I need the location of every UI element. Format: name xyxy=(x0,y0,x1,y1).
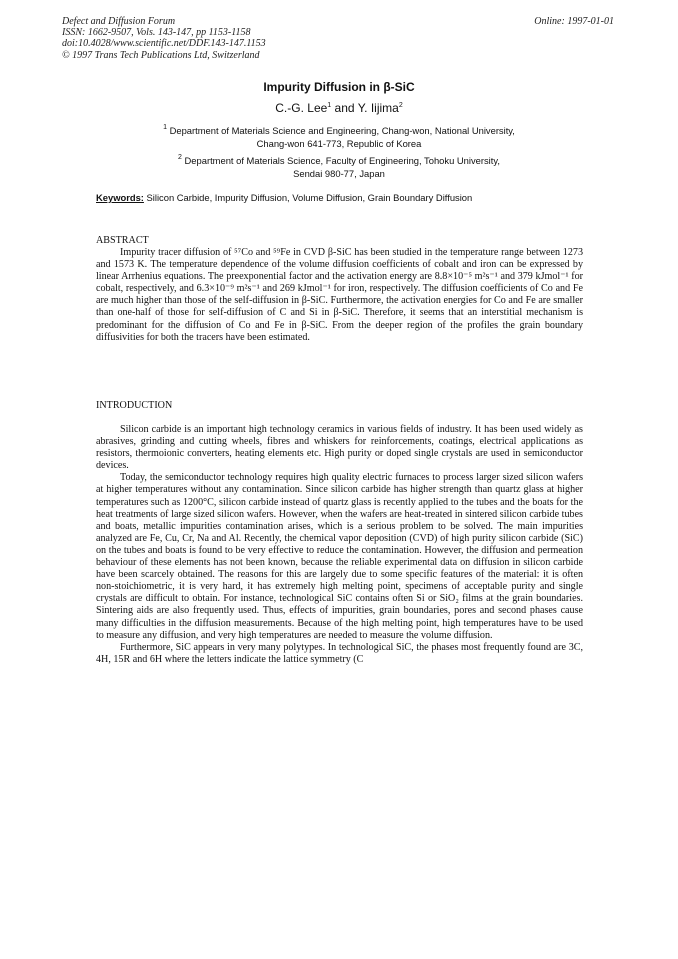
affiliation-2 xyxy=(0,155,678,180)
author-affiliation-mark: 1 xyxy=(327,102,332,109)
journal-header xyxy=(62,16,266,61)
affiliation-line: Department of Materials Science, Faculty of Engineering, Tohoku University, xyxy=(184,155,500,166)
online-date: Online: 1997-01-01 xyxy=(534,16,614,27)
introduction-heading: INTRODUCTION xyxy=(96,400,173,411)
keywords-text: Silicon Carbide, Impurity Diffusion, Volume Diffusion, Grain Boundary Diffusion xyxy=(146,192,473,203)
abstract-heading: ABSTRACT xyxy=(96,235,149,246)
keywords-label: Keywords: xyxy=(96,192,144,203)
issn-line: ISSN: 1662-9507, Vols. 143-147, pp 1153-1158 xyxy=(62,27,251,39)
author-affiliation-mark: 2 xyxy=(398,102,403,109)
introduction-paragraph: Furthermore, SiC appears in very many polytypes. In technological SiC, the phases most frequently found are 3C, 4H, 15R and 6H where the letters indicate the lattice symmetry (C xyxy=(96,641,583,665)
author-name: C.-G. Lee xyxy=(275,101,328,115)
author-name: Y. Iijima xyxy=(357,101,399,115)
abstract-body xyxy=(96,247,583,344)
affiliation-line: Sendai 980-77, Japan xyxy=(293,167,385,179)
author-line xyxy=(0,101,678,115)
copyright-line: © 1997 Trans Tech Publications Ltd, Switzerland xyxy=(62,49,260,61)
journal-name: Defect and Diffusion Forum xyxy=(62,16,176,27)
affiliation-1 xyxy=(0,125,678,150)
introduction-paragraph: Silicon carbide is an important high technology ceramics in various fields of industry. It has been used widely as abrasives, grinding and cutting wheels, fibres and whiskers for reinforcements, coatings, electrical applications as resistors, thermoionic converters, heating elements etc. High purity or doped single crystals are used in semiconductor devices. xyxy=(96,424,583,472)
doi-link[interactable]: doi:10.4028/www.scientific.net/DDF.143-147.1153 xyxy=(62,38,266,50)
affiliation-mark: 1 xyxy=(163,124,167,131)
keywords xyxy=(96,192,472,203)
abstract-paragraph: Impurity tracer diffusion of ⁵⁷Co and ⁵⁹Fe in CVD β-SiC has been studied in the temperature range between 1273 and 1573 K. The temperature dependence of the volume diffusion coefficients of cobalt and iron can be expressed by linear Arrhenius equations. The preexponential factor and the activation energy are 8.8×10⁻⁵ m²s⁻¹ and 379 kJmol⁻¹ for cobalt, respectively, and 6.3×10⁻⁹ m²s⁻¹ and 269 kJmol⁻¹ for iron, respectively. The diffusion coefficients of Co and Fe are much higher than those of the self-diffusion in β-SiC. Furthermore, the activation energies for Co and Fe are smaller than one-half of those for self-diffusion of C and Si in β-SiC. Therefore, it seems that an interstitial mechanism is predominant for the diffusion of Co and Fe in β-SiC. From the deeper region of the profiles the grain boundary diffusivities for both the tracers have been estimated. xyxy=(96,247,583,343)
affiliation-line: Department of Materials Science and Engineering, Chang-won, National University, xyxy=(169,125,515,136)
paper-title: Impurity Diffusion in β-SiC xyxy=(263,80,415,94)
affiliation-line: Chang-won 641-773, Republic of Korea xyxy=(256,137,422,149)
introduction-body xyxy=(96,424,583,666)
affiliation-mark: 2 xyxy=(178,154,182,161)
author-connector: and xyxy=(331,101,358,115)
introduction-paragraph: Today, the semiconductor technology requires high quality electric furnaces to process larger sized silicon wafers at higher temperatures without any contamination. Since silicon carbide has higher strength than quartz glass at higher temperatures such as 1200°C, silicon carbide instead of quartz glass is recently applied to the tubes and the boats for the heat treatments of large sized silicon wafers. However, when the wafers are heat-treated in sintered silicon carbide tubes and boats, metallic impurities contamination arises, which is a serious problem to be solved. The main impurities analyzed are Fe, Cu, Cr, Na and Al. Recently, the chemical vapor deposition (CVD) of high purity silicon carbide (SiC) on the tubes and boats is found to be very effective to reduce the contamination. However, the diffusion and permeation behaviour of these elements has not been known, because the reliable experimental data on diffusion in silicon carbide have been scarcely obtained. The reasons for this are largely due to some specific features of the material: it is often non-stoichiometric, it is very hard, it has extremely high melting point, specimens of acceptable purity and single crystals are difficult to obtain. For instance, technological SiC contains often Si or SiO₂ films at the grain boundaries. Sintering aids are also frequently used. Thus, effects of impurities, grain boundaries, pores and second phases cause many difficulties in the diffusion measurements. Because of the high melting point, high temperatures have to be used to measure any diffusion, and very high temperatures are needed to measure the volume diffusion. xyxy=(96,472,583,641)
